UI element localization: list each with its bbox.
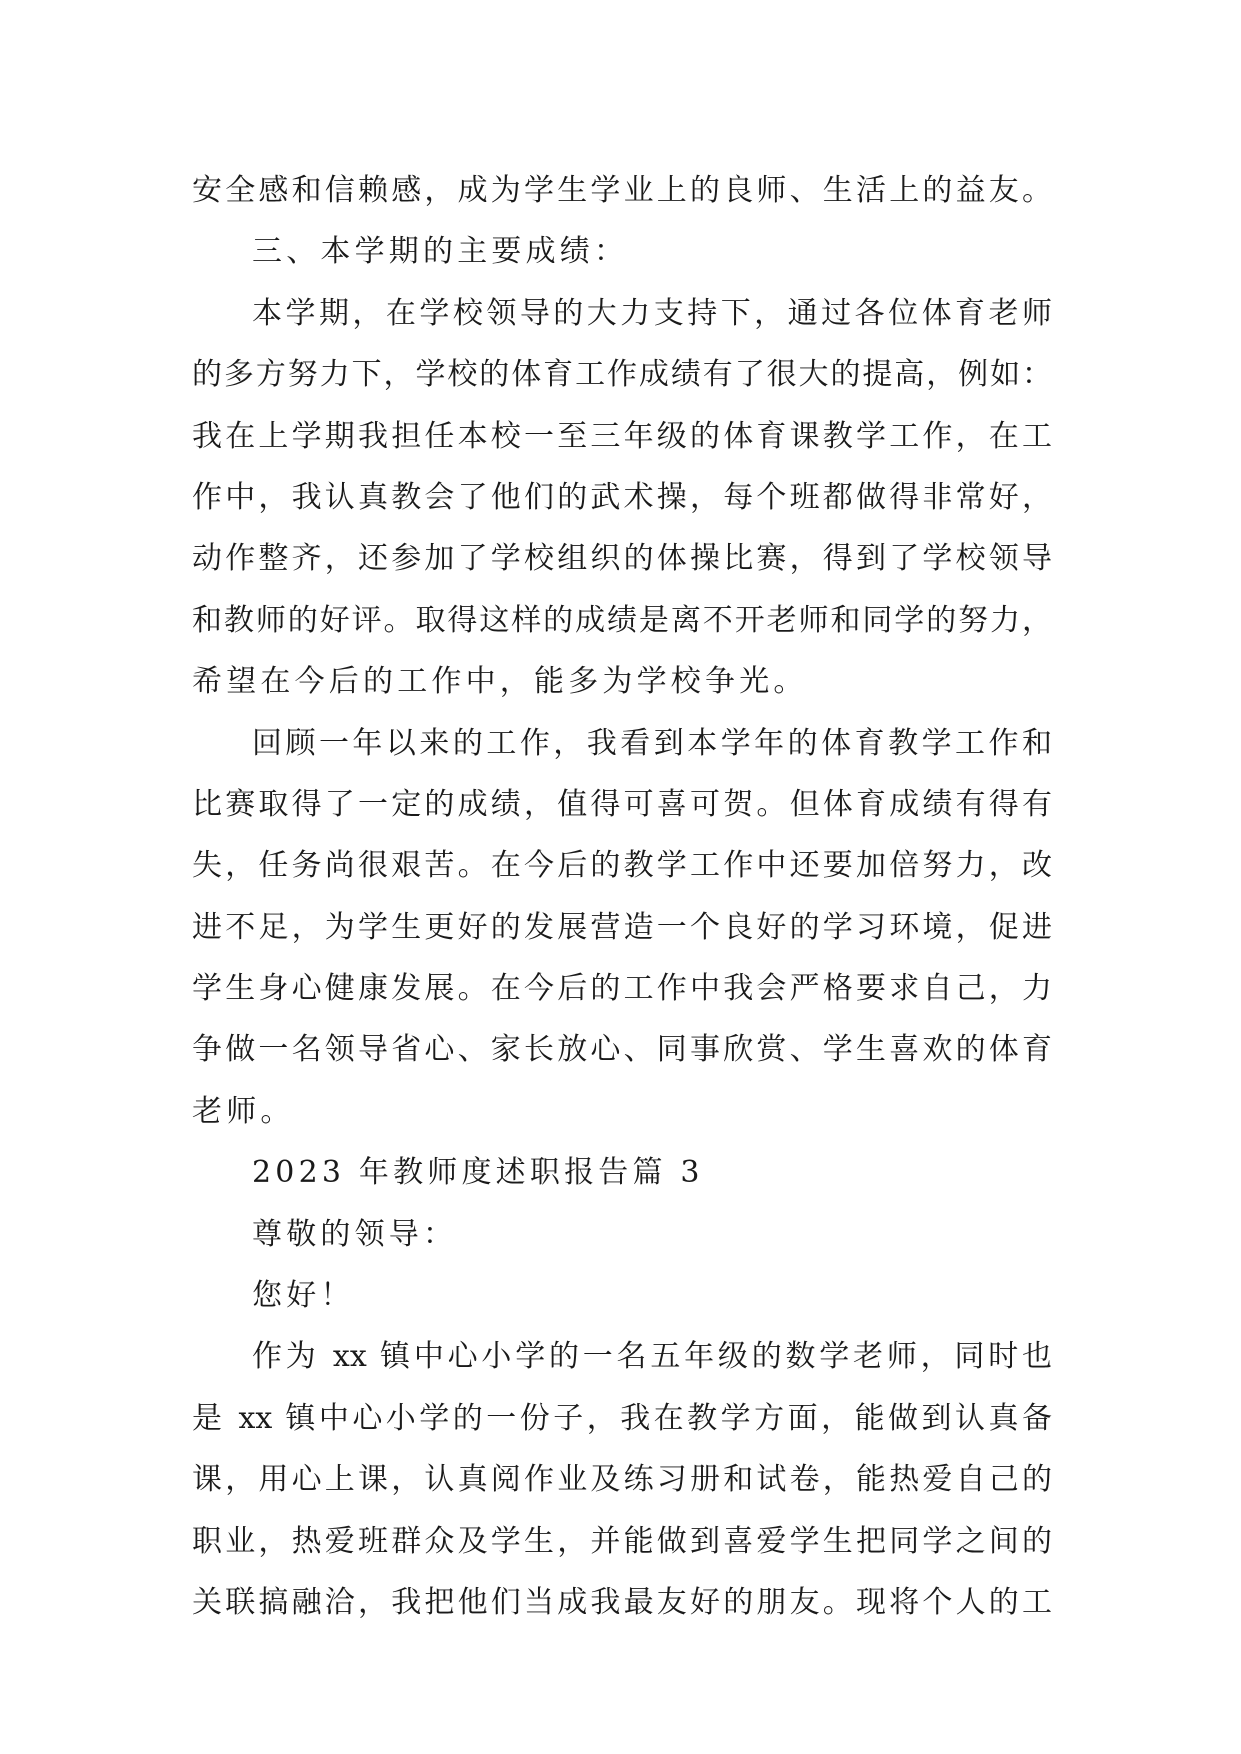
text-line: 争做一名领导省心、家长放心、同事欣赏、学生喜欢的体育 bbox=[192, 1032, 1052, 1068]
text-line: 希望在今后的工作中，能多为学校争光。 bbox=[192, 664, 808, 700]
text-line: 课，用心上课，认真阅作业及练习册和试卷，能热爱自己的 bbox=[192, 1462, 1052, 1498]
text-line: 职业，热爱班群众及学生，并能做到喜爱学生把同学之间的 bbox=[192, 1523, 1052, 1559]
text-line: 比赛取得了一定的成绩，值得可喜可贺。但体育成绩有得有 bbox=[192, 786, 1052, 822]
text-line: 是 xx 镇中心小学的一份子，我在教学方面，能做到认真备 bbox=[192, 1400, 1052, 1436]
text-line: 动作整齐，还参加了学校组织的体操比赛，得到了学校领导 bbox=[192, 541, 1052, 577]
text-line: 的多方努力下，学校的体育工作成绩有了很大的提高，例如： bbox=[192, 357, 1052, 393]
text-line: 学生身心健康发展。在今后的工作中我会严格要求自己，力 bbox=[192, 971, 1052, 1007]
text-line: 我在上学期我担任本校一至三年级的体育课教学工作，在工 bbox=[192, 418, 1052, 454]
section-heading: 三、本学期的主要成绩： bbox=[252, 234, 629, 270]
document-body bbox=[192, 160, 1052, 1633]
text-line: 老师。 bbox=[192, 1093, 295, 1129]
salutation: 尊敬的领导： bbox=[252, 1216, 458, 1252]
text-line: 作为 xx 镇中心小学的一名五年级的数学老师，同时也 bbox=[252, 1339, 1052, 1375]
text-line: 作中，我认真教会了他们的武术操，每个班都做得非常好， bbox=[192, 479, 1052, 515]
greeting: 您好！ bbox=[252, 1278, 355, 1314]
text-line: 进不足，为学生更好的发展营造一个良好的学习环境，促进 bbox=[192, 909, 1052, 945]
text-line: 关联搞融洽，我把他们当成我最友好的朋友。现将个人的工 bbox=[192, 1584, 1052, 1620]
section-title: 2023 年教师度述职报告篇 3 bbox=[252, 1155, 704, 1191]
text-line: 失，任务尚很艰苦。在今后的教学工作中还要加倍努力，改 bbox=[192, 848, 1052, 884]
text-line: 和教师的好评。取得这样的成绩是离不开老师和同学的努力， bbox=[192, 602, 1052, 638]
text-line: 回顾一年以来的工作，我看到本学年的体育教学工作和 bbox=[252, 725, 1052, 761]
text-line: 安全感和信赖感，成为学生学业上的良师、生活上的益友。 bbox=[192, 173, 1052, 208]
text-line: 本学期，在学校领导的大力支持下，通过各位体育老师 bbox=[252, 295, 1052, 331]
